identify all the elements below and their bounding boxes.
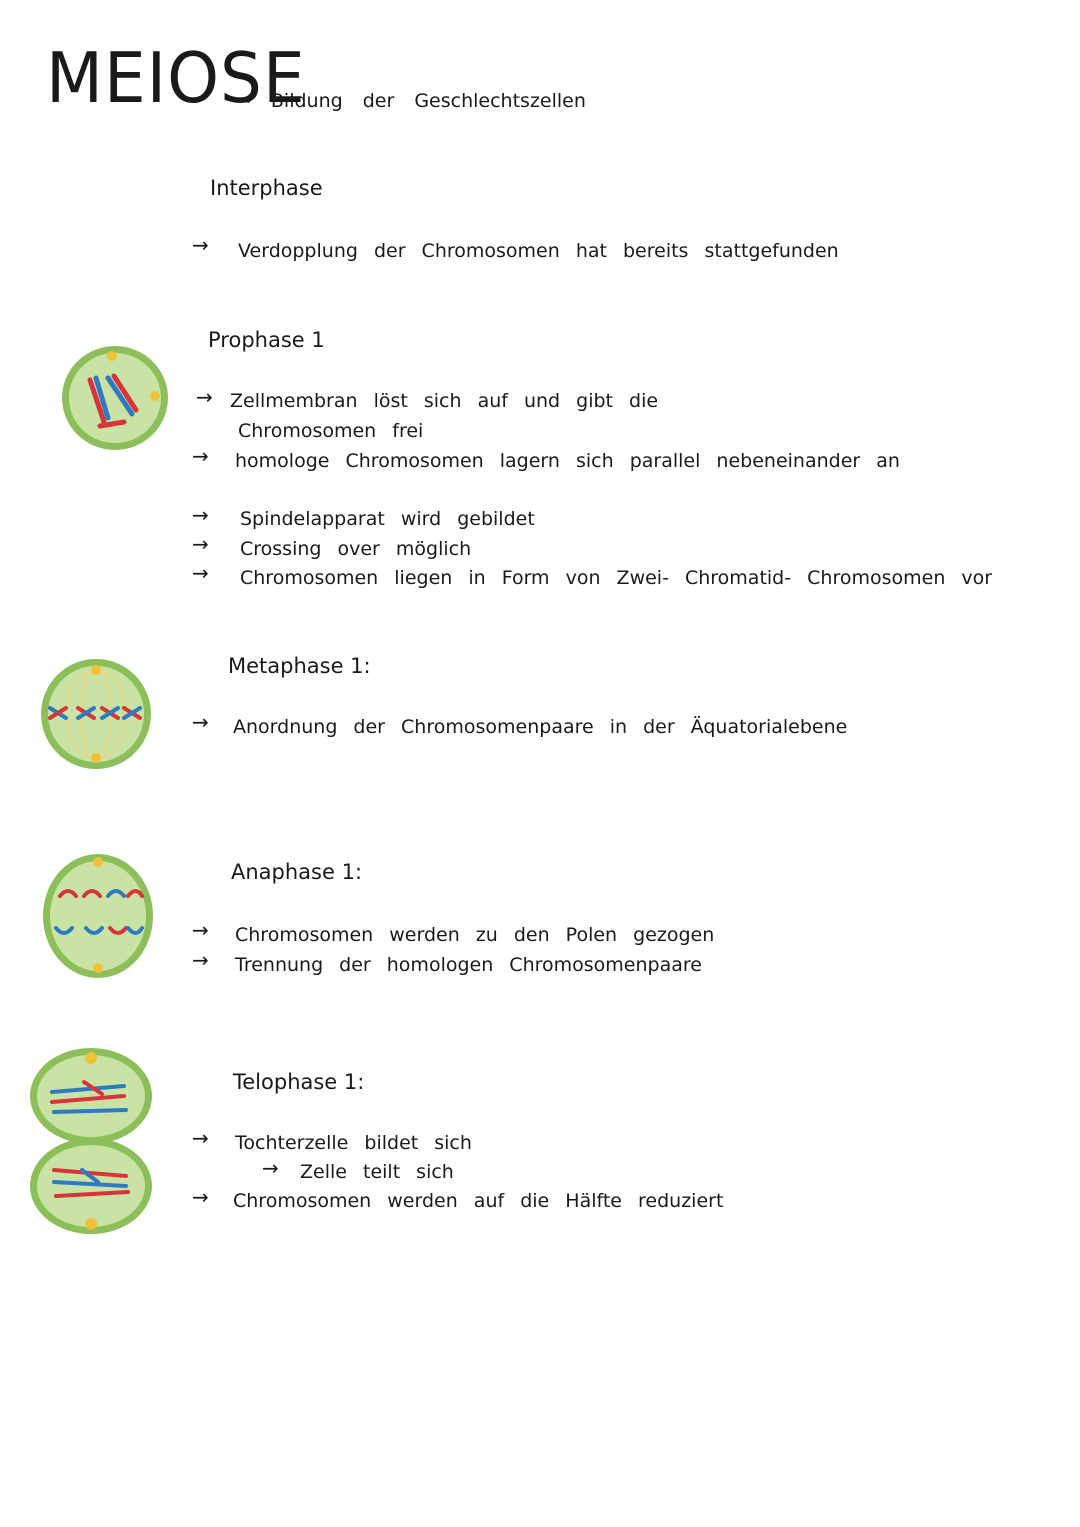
prophase-heading: Prophase 1 xyxy=(208,328,325,352)
interphase-line-1: Verdopplung der Chromosomen hat bereits stattgefunden xyxy=(238,240,839,262)
anaphase-line-1: Chromosomen werden zu den Polen gezogen xyxy=(235,924,715,946)
arrow-icon: → xyxy=(192,233,209,257)
anaphase-line-2: Trennung der homologen Chromosomenpaare xyxy=(235,954,702,976)
arrow-icon: → xyxy=(192,444,209,468)
telophase-line-2: Zelle teilt sich xyxy=(300,1161,454,1183)
arrow-icon: → xyxy=(192,532,209,556)
interphase-heading: Interphase xyxy=(210,176,323,200)
anaphase-heading: Anaphase 1: xyxy=(231,860,363,884)
page-subtitle: - Bildung der Geschlechtszellen xyxy=(244,90,586,112)
arrow-icon: → xyxy=(196,385,213,409)
metaphase-cell-illustration xyxy=(40,658,152,770)
telophase-cell-illustration xyxy=(28,1046,154,1236)
prophase-line-5: Crossing over möglich xyxy=(240,538,472,560)
anaphase-cell-illustration xyxy=(42,852,154,980)
metaphase-line-1: Anordnung der Chromosomenpaare in der Äquatorialebene xyxy=(233,716,848,738)
prophase-line-3: homologe Chromosomen lagern sich parallel nebeneinander an xyxy=(235,450,900,472)
arrow-icon: → xyxy=(192,503,209,527)
arrow-icon: → xyxy=(192,948,209,972)
arrow-icon: → xyxy=(192,710,209,734)
prophase-line-1: Zellmembran löst sich auf und gibt die xyxy=(230,390,659,412)
prophase-line-6: Chromosomen liegen in Form von Zwei- Chromatid- Chromosomen vor xyxy=(240,567,993,589)
prophase-cell-illustration xyxy=(60,344,170,452)
page-title: MEIOSE xyxy=(46,38,306,119)
arrow-icon: → xyxy=(192,1185,209,1209)
telophase-line-1: Tochterzelle bildet sich xyxy=(235,1132,472,1154)
telophase-heading: Telophase 1: xyxy=(233,1070,365,1094)
prophase-line-4: Spindelapparat wird gebildet xyxy=(240,508,535,530)
prophase-line-2: Chromosomen frei xyxy=(238,420,424,442)
arrow-icon: → xyxy=(192,1126,209,1150)
telophase-line-3: Chromosomen werden auf die Hälfte reduziert xyxy=(233,1190,724,1212)
arrow-icon: → xyxy=(192,918,209,942)
arrow-icon: → xyxy=(192,561,209,585)
arrow-icon: → xyxy=(262,1156,279,1180)
metaphase-heading: Metaphase 1: xyxy=(228,654,371,678)
